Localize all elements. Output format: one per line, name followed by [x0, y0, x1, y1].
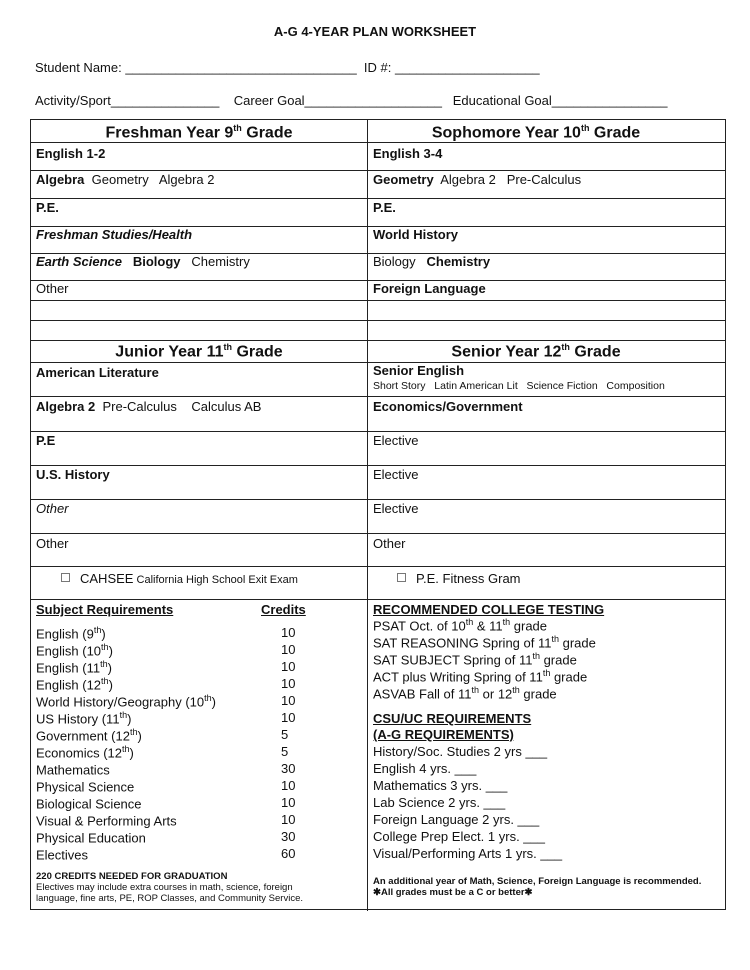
freshman-header: Freshman Year 9th Grade — [105, 123, 293, 142]
freshman-other: Other — [36, 281, 69, 296]
requirement-credits: 30 — [281, 829, 296, 844]
row-line — [31, 198, 725, 199]
requirement-subject: Mathematics — [36, 762, 110, 778]
requirement-subject: Physical Science — [36, 779, 135, 795]
requirement-subject: US History (11th) — [36, 710, 132, 727]
freshman-studies: Freshman Studies/Health — [36, 227, 193, 242]
electives-note-1: Electives may include extra courses in math, science, foreign — [36, 882, 293, 893]
sophomore-history: World History — [373, 227, 458, 242]
senior-english-options: Short Story Latin American Lit Science Fiction Composition — [373, 380, 665, 392]
csu-header-1: CSU/UC REQUIREMENTS — [373, 711, 532, 726]
row-line — [31, 431, 725, 432]
requirement-subject: Electives — [36, 847, 89, 863]
row-line — [31, 465, 725, 466]
row-line — [31, 170, 725, 171]
csu-requirement: Foreign Language 2 yrs. ___ — [373, 812, 540, 827]
junior-history: U.S. History — [36, 467, 110, 482]
requirement-subject: English (12th) — [36, 676, 113, 693]
senior-elective-3: Elective — [373, 501, 419, 516]
row-line — [31, 340, 725, 341]
junior-pe: P.E — [36, 433, 56, 448]
requirement-credits: 10 — [281, 693, 296, 708]
sophomore-math: Geometry Algebra 2 Pre-Calculus — [373, 172, 582, 187]
csu-header-2: (A-G REQUIREMENTS) — [373, 727, 514, 742]
requirement-subject: Biological Science — [36, 796, 142, 812]
page-title: A-G 4-YEAR PLAN WORKSHEET — [273, 24, 477, 39]
row-line — [31, 566, 725, 567]
senior-english: Senior English — [373, 363, 465, 378]
csu-note-1: An additional year of Math, Science, Foreign Language is recommended. — [373, 876, 702, 887]
psat-row: PSAT Oct. of 10th & 11th grade — [373, 617, 548, 634]
sophomore-english: English 3-4 — [373, 146, 443, 161]
checkbox-icon[interactable] — [397, 573, 406, 582]
junior-header: Junior Year 11th Grade — [115, 342, 283, 361]
requirement-credits: 10 — [281, 676, 296, 691]
senior-elective-1: Elective — [373, 433, 419, 448]
senior-other: Other — [373, 536, 406, 551]
senior-econ: Economics/Government — [373, 399, 523, 414]
requirement-credits: 10 — [281, 710, 296, 725]
requirement-subject: English (10th) — [36, 642, 113, 659]
junior-other-1: Other — [36, 501, 69, 516]
fitness-item: P.E. Fitness Gram — [397, 571, 521, 586]
row-line — [31, 599, 725, 600]
requirement-credits: 5 — [281, 727, 289, 742]
requirement-credits: 10 — [281, 642, 296, 657]
requirement-credits: 10 — [281, 812, 296, 827]
senior-elective-2: Elective — [373, 467, 419, 482]
testing-header: RECOMMENDED COLLEGE TESTING — [373, 602, 605, 617]
requirement-subject: Government (12th) — [36, 727, 142, 744]
credits-total: 220 CREDITS NEEDED FOR GRADUATION — [36, 871, 228, 882]
freshman-science: Earth Science Biology Chemistry — [36, 254, 250, 269]
csu-requirement: College Prep Elect. 1 yrs. ___ — [373, 829, 545, 844]
requirement-subject: Physical Education — [36, 830, 146, 846]
sophomore-pe: P.E. — [373, 200, 396, 215]
senior-header: Senior Year 12th Grade — [451, 342, 621, 361]
row-line — [31, 499, 725, 500]
freshman-english: English 1-2 — [36, 146, 106, 161]
sophomore-science: Biology Chemistry — [373, 254, 491, 269]
requirement-subject: English (9th) — [36, 625, 106, 642]
csu-note-2: ✱All grades must be a C or better✱ — [373, 887, 533, 898]
cahsee-item: CAHSEE California High School Exit Exam — [61, 571, 298, 586]
requirement-subject: Economics (12th) — [36, 744, 134, 761]
requirement-credits: 5 — [281, 744, 289, 759]
requirement-subject: Visual & Performing Arts — [36, 813, 177, 829]
csu-requirement: Mathematics 3 yrs. ___ — [373, 778, 508, 793]
asvab-row: ASVAB Fall of 11th or 12th grade — [373, 685, 557, 702]
goals-line: Activity/Sport_______________ Career Goal___________________ Educational Goal________________ — [35, 93, 668, 108]
row-line — [31, 300, 725, 301]
junior-math: Algebra 2 Pre-Calculus Calculus AB — [36, 399, 262, 414]
sat-reasoning-row: SAT REASONING Spring of 11th grade — [373, 634, 596, 651]
credits-header: Credits — [261, 602, 306, 617]
plan-table — [30, 119, 726, 910]
sophomore-header: Sophomore Year 10th Grade — [431, 123, 641, 142]
column-divider — [367, 120, 368, 911]
requirement-subject: World History/Geography (10th) — [36, 693, 216, 710]
requirement-credits: 10 — [281, 795, 296, 810]
sophomore-language: Foreign Language — [373, 281, 486, 296]
csu-requirement: Visual/Performing Arts 1 yrs. ___ — [373, 846, 563, 861]
requirement-subject: English (11th) — [36, 659, 112, 676]
requirement-credits: 10 — [281, 778, 296, 793]
subject-req-header: Subject Requirements — [36, 602, 174, 617]
csu-requirement: Lab Science 2 yrs. ___ — [373, 795, 506, 810]
freshman-pe: P.E. — [36, 200, 59, 215]
student-line: Student Name: ________________________________ ID #: ____________________ — [35, 60, 540, 75]
freshman-math: Algebra Geometry Algebra 2 — [36, 172, 215, 187]
row-line — [31, 396, 725, 397]
requirement-credits: 60 — [281, 846, 296, 861]
junior-literature: American Literature — [36, 365, 159, 380]
junior-other-2: Other — [36, 536, 69, 551]
requirement-credits: 30 — [281, 761, 296, 776]
checkbox-icon[interactable] — [61, 573, 70, 582]
sat-subject-row: SAT SUBJECT Spring of 11th grade — [373, 651, 577, 668]
csu-requirement: History/Soc. Studies 2 yrs ___ — [373, 744, 548, 759]
requirement-credits: 10 — [281, 659, 296, 674]
row-line — [31, 533, 725, 534]
csu-requirement: English 4 yrs. ___ — [373, 761, 477, 776]
row-line — [31, 320, 725, 321]
requirement-credits: 10 — [281, 625, 296, 640]
electives-note-2: language, fine arts, PE, ROP Classes, and Community Service. — [36, 893, 304, 904]
act-row: ACT plus Writing Spring of 11th grade — [373, 668, 588, 685]
